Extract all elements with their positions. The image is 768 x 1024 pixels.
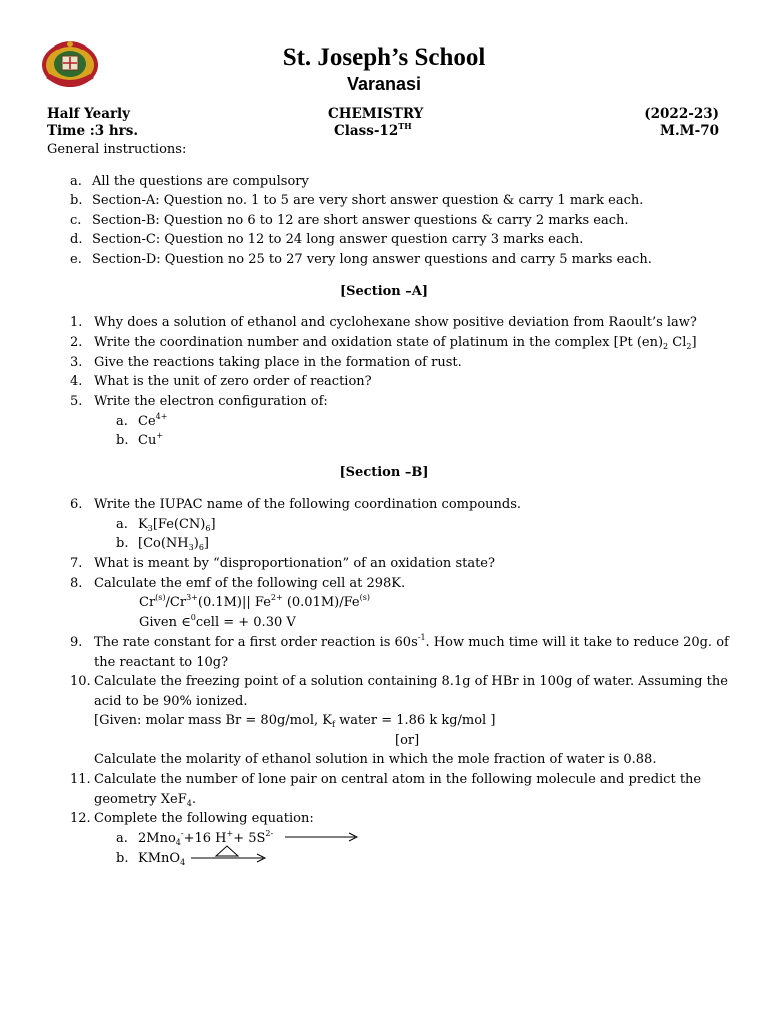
question-6-a: a. $K_3[Fe(CN)_6]$: [116, 517, 216, 533]
question-2: 2. Write the coordination number and oxidation state of platinum in the complex [Pt $(en)_2$ $Cl_2$]: [70, 335, 697, 351]
question-11-line2: geometry XeF$_4$.: [94, 792, 196, 808]
instruction-item: d. Section-C: Question no 12 to 24 long answer question carry 3 marks each.: [70, 232, 584, 247]
instruction-item: c. Section-B: Question no 6 to 12 are short answer questions & carry 2 marks each.: [70, 213, 629, 228]
subject-name: CHEMISTRY: [328, 106, 424, 122]
question-10-alternative: Calculate the molarity of ethanol solution in which the mole fraction of water is 0.88.: [94, 752, 657, 767]
question-3: 3. Give the reactions taking place in the formation of rust.: [70, 355, 462, 370]
instruction-item: b. Section-A: Question no. 1 to 5 are very short answer question & carry 1 mark each.: [70, 193, 644, 208]
question-8-cell: $Cr^{(s)}/Cr^{3+}(0.1M)||$ $Fe^{2+}$ (0.01M)/Fe$^{(s)}$: [139, 593, 370, 610]
question-4: 4. What is the unit of zero order of reaction?: [70, 374, 372, 389]
question-8-given: Given ∈$^0$cell = + 0.30 V: [139, 613, 296, 630]
question-5-b: b. Cu+: [116, 431, 164, 448]
question-10: 10. Calculate the freezing point of a solution containing 8.1g of HBr in 100g of water. Assuming the: [70, 674, 728, 689]
question-10-given: [Given: molar mass Br = 80g/mol, $K_f$ water = 1.86 k kg/mol ]: [94, 713, 496, 729]
section-b-heading: [Section –B]: [339, 465, 429, 480]
question-11: 11. Calculate the number of lone pair on central atom in the following molecule and predict the: [70, 772, 702, 787]
question-12: 12. Complete the following equation:: [70, 811, 314, 826]
instruction-item: a. All the questions are compulsory: [70, 174, 309, 189]
general-instructions-heading: General instructions:: [47, 142, 187, 157]
question-6: 6. Write the IUPAC name of the following coordination compounds.: [70, 497, 522, 512]
school-city: Varanasi: [346, 74, 422, 94]
question-5: 5. Write the electron configuration of:: [70, 394, 328, 409]
section-a-heading: [Section –A]: [339, 284, 429, 299]
class-label: Class-12TH: [334, 121, 412, 139]
question-10-or: [or]: [395, 733, 420, 748]
reaction-arrow-icon: [189, 852, 269, 864]
question-12-a: a. 2Mno$_4$-+16 $H^++ 5S^{2-}$: [116, 829, 274, 847]
question-8: 8. Calculate the emf of the following cell at 298K.: [70, 576, 406, 591]
school-name: St. Joseph’s School: [282, 44, 486, 71]
session: (2022-23): [644, 106, 719, 122]
reaction-arrow-icon: [283, 831, 361, 843]
question-1: 1. Why does a solution of ethanol and cyclohexane show positive deviation from Raoult’s law?: [70, 315, 697, 330]
exam-name: Half Yearly: [47, 106, 131, 122]
question-10-line2: acid to be 90% ionized.: [94, 694, 248, 709]
question-7: 7. What is meant by “disproportionation” of an oxidation state?: [70, 556, 495, 571]
question-12-b: b. KMnO$_4$: [116, 851, 186, 867]
exam-time: Time :3 hrs.: [47, 123, 139, 139]
question-6-b: b. $[Co(NH_3)_6]$: [116, 536, 209, 552]
max-marks: M.M-70: [660, 123, 719, 139]
question-9: 9. The rate constant for a first order reaction is $60s^{-1}$. How much time will it take to reduce 20g. of: [70, 633, 729, 650]
question-5-a: a. $Ce^{4+}$: [116, 412, 168, 429]
question-9-line2: the reactant to 10g?: [94, 655, 229, 670]
instruction-item: e. Section-D: Question no 25 to 27 very long answer questions and carry 5 marks each.: [70, 252, 652, 267]
